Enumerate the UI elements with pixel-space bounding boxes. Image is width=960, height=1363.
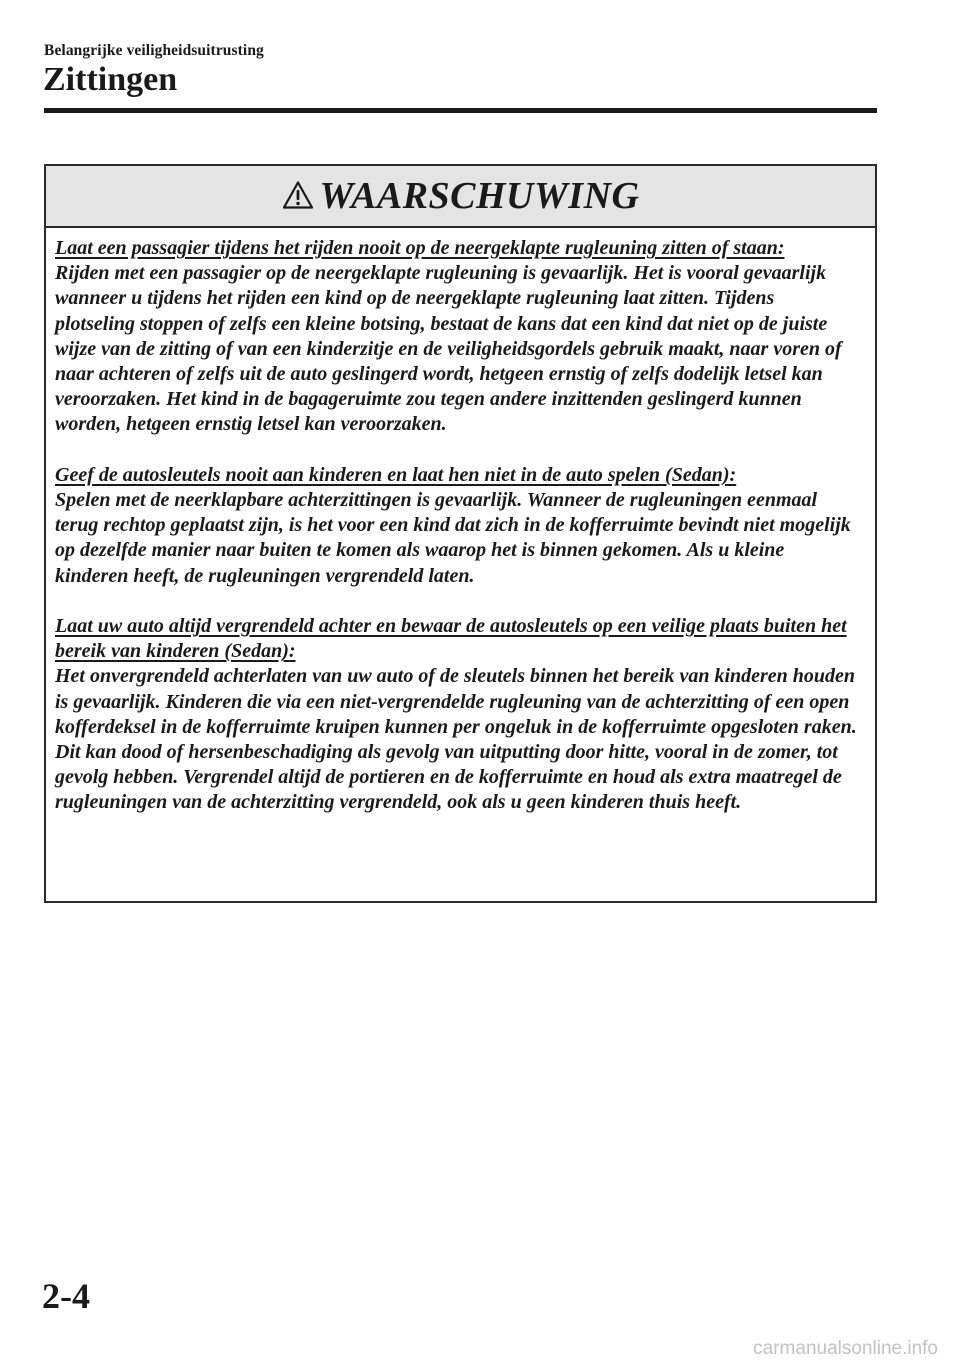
warning-item — [55, 236, 857, 438]
warning-box — [44, 164, 877, 903]
warning-text: Rijden met een passagier op de neergeklapte rugleuning is gevaarlijk. Het is vooral gevaarlijk wanneer u tijdens het rijden een kind op de neergeklapte rugleuning laat zitten. Tijdens plotseling stoppen of zelfs een kleine botsing, bestaat de kans dat een kind dat niet op de juiste wijze van de zitting of van een kinderzitje en de veiligheidsgordels gebruik maakt, naar voren of naar achteren of zelfs uit de auto geslingerd wordt, hetgeen ernstig of zelfs dodelijk letsel kan veroorzaken. Het kind in de bagageruimte zou tegen andere inzittenden geslingerd kunnen worden, hetgeen ernstig letsel kan veroorzaken. — [55, 262, 842, 436]
warning-item — [55, 463, 857, 589]
section-label: Belangrijke veiligheidsuitrusting — [44, 42, 264, 59]
warning-triangle-icon — [282, 180, 314, 210]
watermark: carmanualsonline.info — [753, 1338, 938, 1359]
warning-text: Spelen met de neerklapbare achterzittingen is gevaarlijk. Wanneer de rugleuningen eenmaal terug rechtop geplaatst zijn, is het voor een kind dat zich in de kofferruimte bevindt niet mogelijk op dezelfde manier naar buiten te komen als waarop het is binnen gekomen. Als u kleine kinderen heeft, de rugleuningen vergrendeld laten. — [55, 489, 851, 587]
warning-text: Het onvergrendeld achterlaten van uw auto of de sleutels binnen het bereik van kinderen houden is gevaarlijk. Kinderen die via een niet-vergrendelde rugleuning van de achterzitting of een open kofferdeksel in de kofferruimte kruipen kunnen per ongeluk in de kofferruimte opgesloten raken. Dit kan dood of hersenbeschadiging als gevolg van uitputting door hitte, vooral in de zomer, tot gevolg hebben. Vergrendel altijd de portieren en de kofferruimte en houd als extra maatregel de rugleuningen van de achterzitting vergrendeld, ook als u geen kinderen thuis heeft. — [55, 665, 857, 814]
warning-title: WAARSCHUWING — [319, 175, 640, 217]
warning-heading: Laat een passagier tijdens het rijden nooit op de neergeklapte rugleuning zitten of staan: — [55, 237, 785, 259]
warning-heading: Laat uw auto altijd vergrendeld achter en bewaar de autosleutels op een veilige plaats buiten het bereik van kinderen (Sedan): — [55, 615, 847, 663]
page-number: 2-4 — [42, 1276, 90, 1316]
warning-header — [46, 166, 875, 228]
warning-item — [55, 614, 857, 816]
warning-heading: Geef de autosleutels nooit aan kinderen en laat hen niet in de auto spelen (Sedan): — [55, 463, 737, 486]
page-title: Zittingen — [43, 61, 178, 98]
title-divider — [44, 108, 877, 113]
warning-body — [46, 228, 875, 816]
